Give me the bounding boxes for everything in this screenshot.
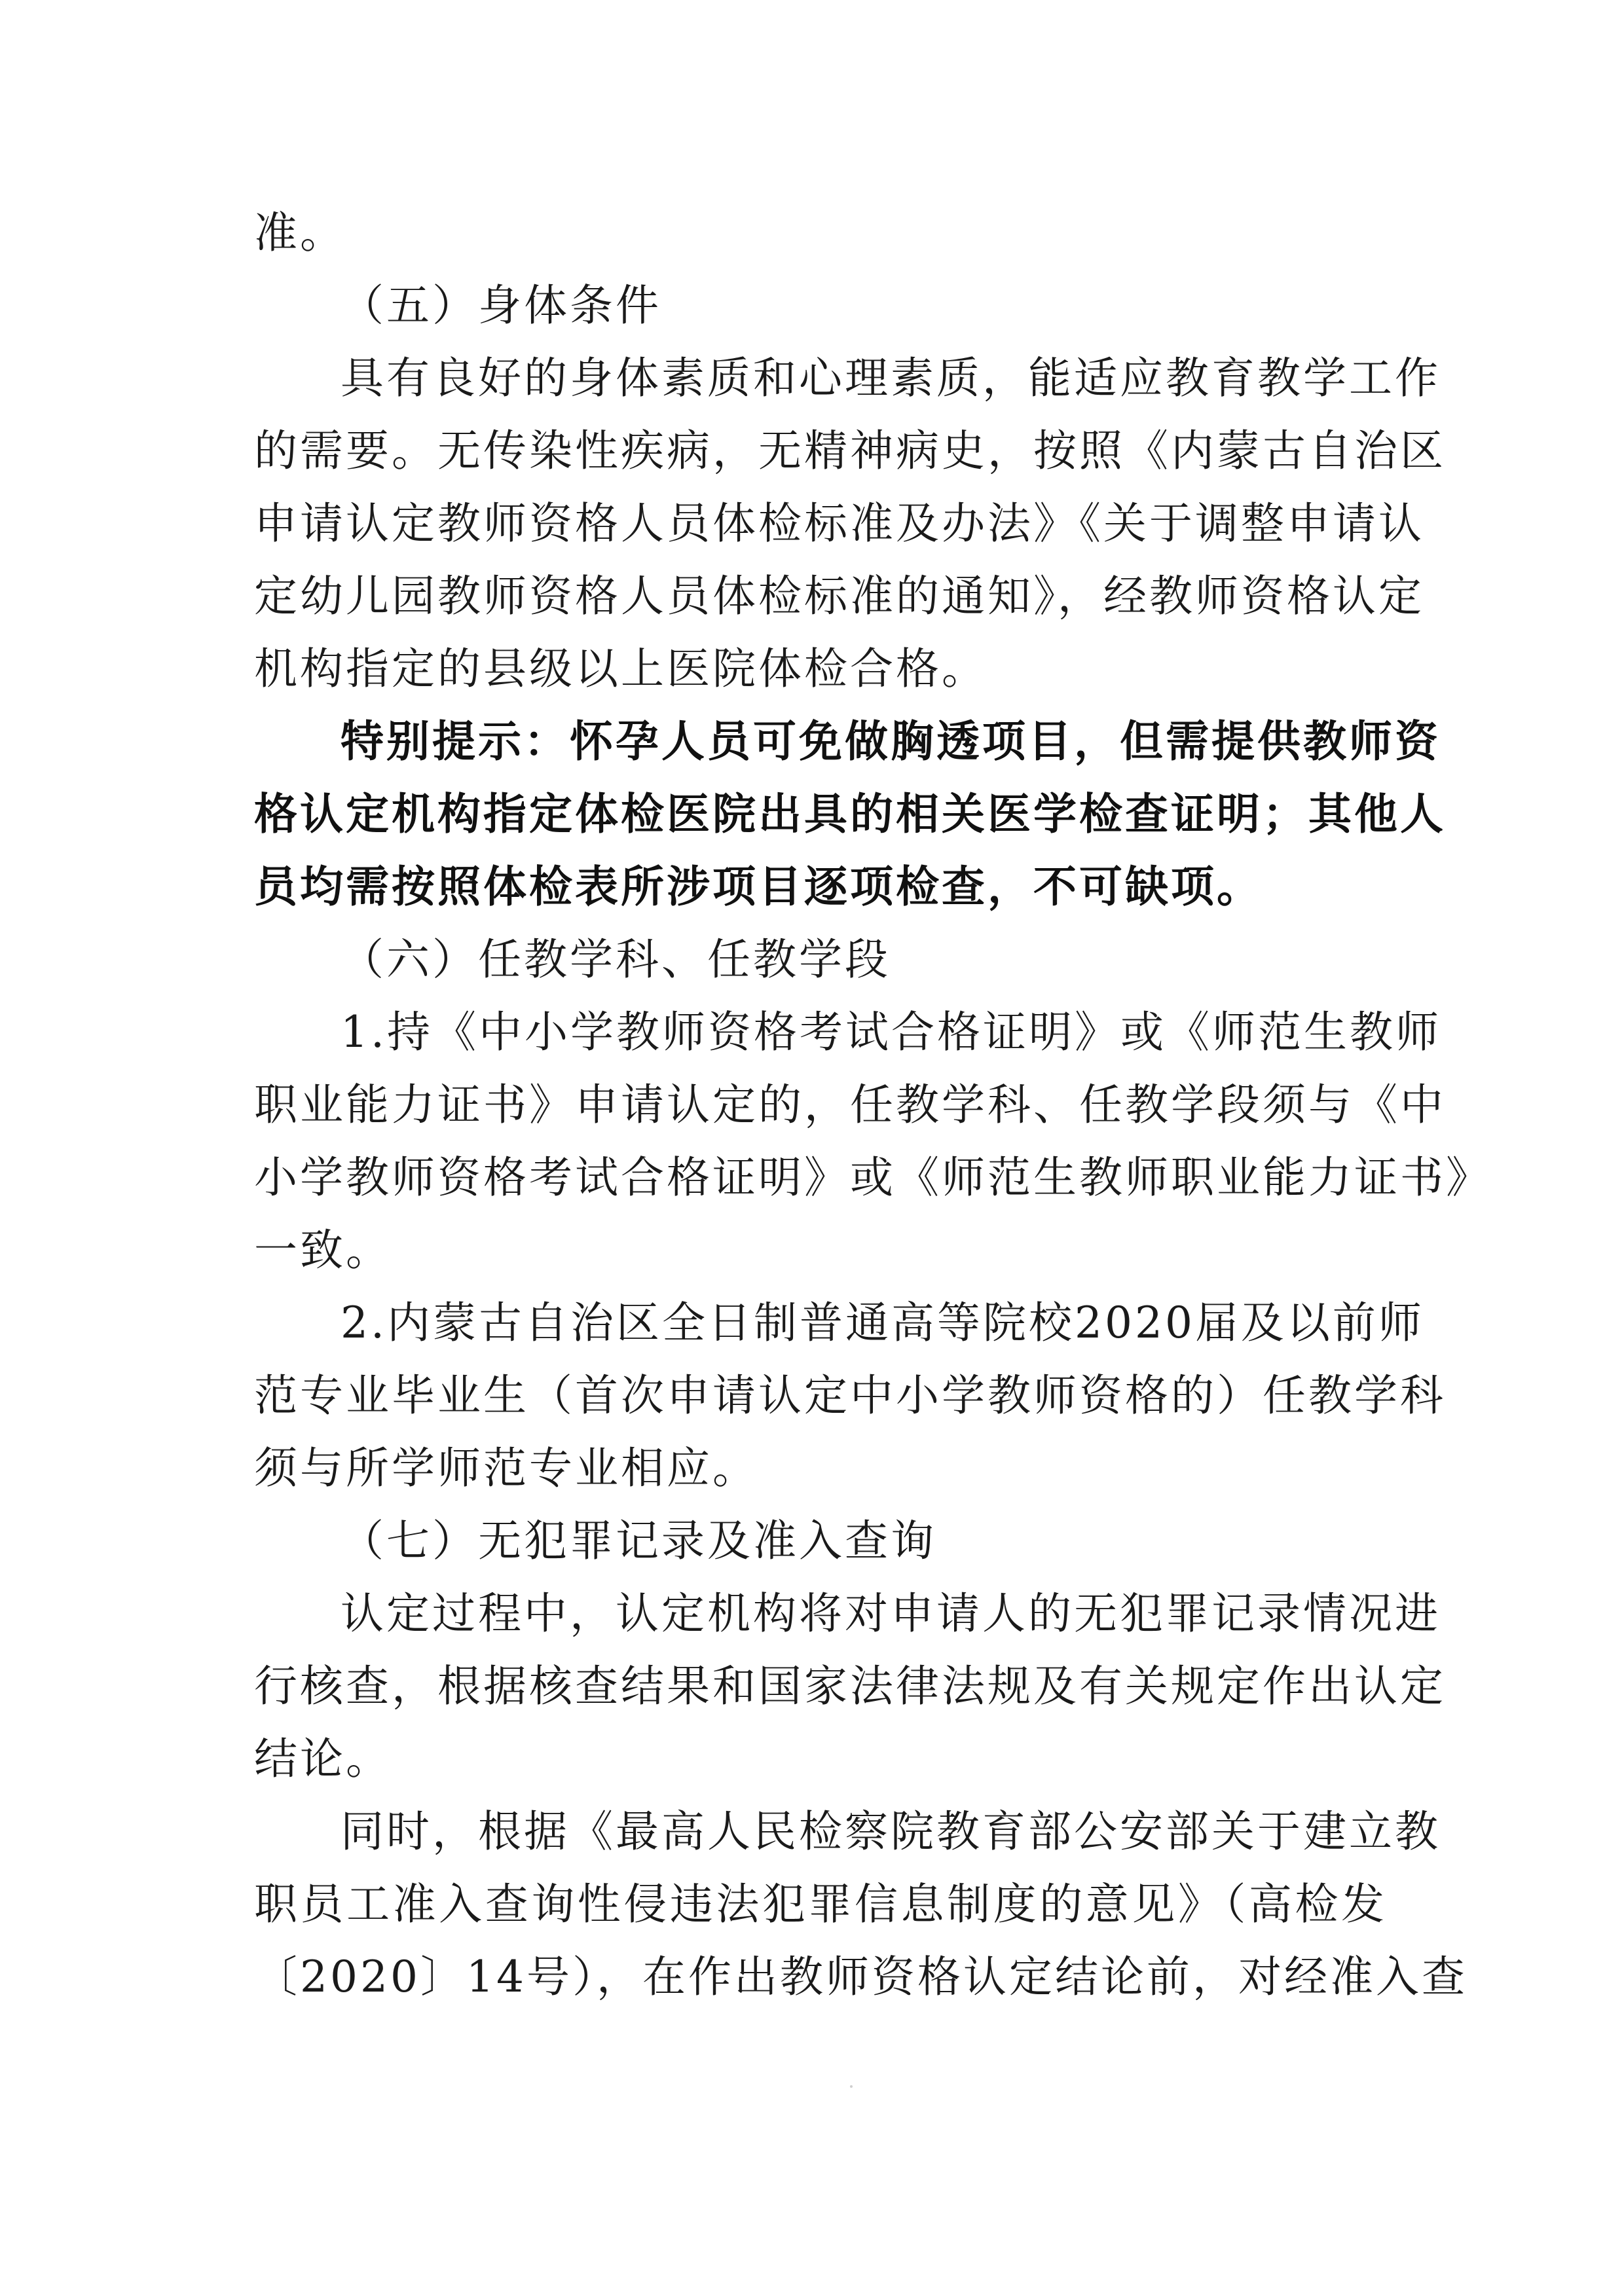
document-line: 一致。 — [254, 1225, 392, 1275]
document-line: 准。 — [254, 208, 346, 258]
document-line: 定幼儿园教师资格人员体检标准的通知》，经教师资格认定 — [254, 571, 1424, 621]
document-line: 须与所学师范专业相应。 — [254, 1443, 758, 1493]
document-line: 认定过程中，认定机构将对申请人的无犯罪记录情况进 — [341, 1588, 1441, 1639]
document-line: 行核查，根据核查结果和国家法律法规及有关规定作出认定 — [254, 1661, 1446, 1711]
document-line: 格认定机构指定体检医院出具的相关医学检查证明；其他人 — [254, 789, 1446, 839]
document-line: 员均需按照体检表所涉项目逐项检查，不可缺项。 — [254, 862, 1263, 912]
scan-artifact-dot — [850, 2085, 853, 2088]
document-line: （七）无犯罪记录及准入查询 — [341, 1516, 936, 1566]
document-line: 同时，根据《最高人民检察院教育部公安部关于建立教 — [341, 1806, 1441, 1857]
document-line: 职业能力证书》申请认定的，任教学科、任教学段须与《中 — [254, 1080, 1446, 1130]
document-body — [254, 196, 1492, 2013]
document-line: 特别提示：怀孕人员可免做胸透项目，但需提供教师资 — [341, 716, 1441, 767]
document-line: （六）任教学科、任教学段 — [341, 934, 891, 985]
document-line: 〔2020〕14号），在作出教师资格认定结论前，对经准入查 — [254, 1952, 1467, 2002]
document-line: （五）身体条件 — [341, 280, 661, 331]
document-line: 结论。 — [254, 1734, 392, 1784]
document-line: 1.持《中小学教师资格考试合格证明》或《师范生教师 — [341, 1007, 1441, 1057]
document-line: 范专业毕业生（首次申请认定中小学教师资格的）任教学科 — [254, 1370, 1446, 1421]
document-line: 机构指定的县级以上医院体检合格。 — [254, 644, 987, 694]
document-line: 2.内蒙古自治区全日制普通高等院校2020届及以前师 — [341, 1298, 1424, 1348]
document-line: 职员工准入查询性侵违法犯罪信息制度的意见》（高检发 — [254, 1879, 1387, 1929]
document-line: 具有良好的身体素质和心理素质，能适应教育教学工作 — [341, 353, 1441, 403]
document-line: 小学教师资格考试合格证明》或《师范生教师职业能力证书》 — [254, 1152, 1492, 1203]
document-line: 的需要。无传染性疾病，无精神病史，按照《内蒙古自治区 — [254, 426, 1446, 476]
document-line: 申请认定教师资格人员体检标准及办法》《关于调整申请认 — [254, 498, 1424, 549]
